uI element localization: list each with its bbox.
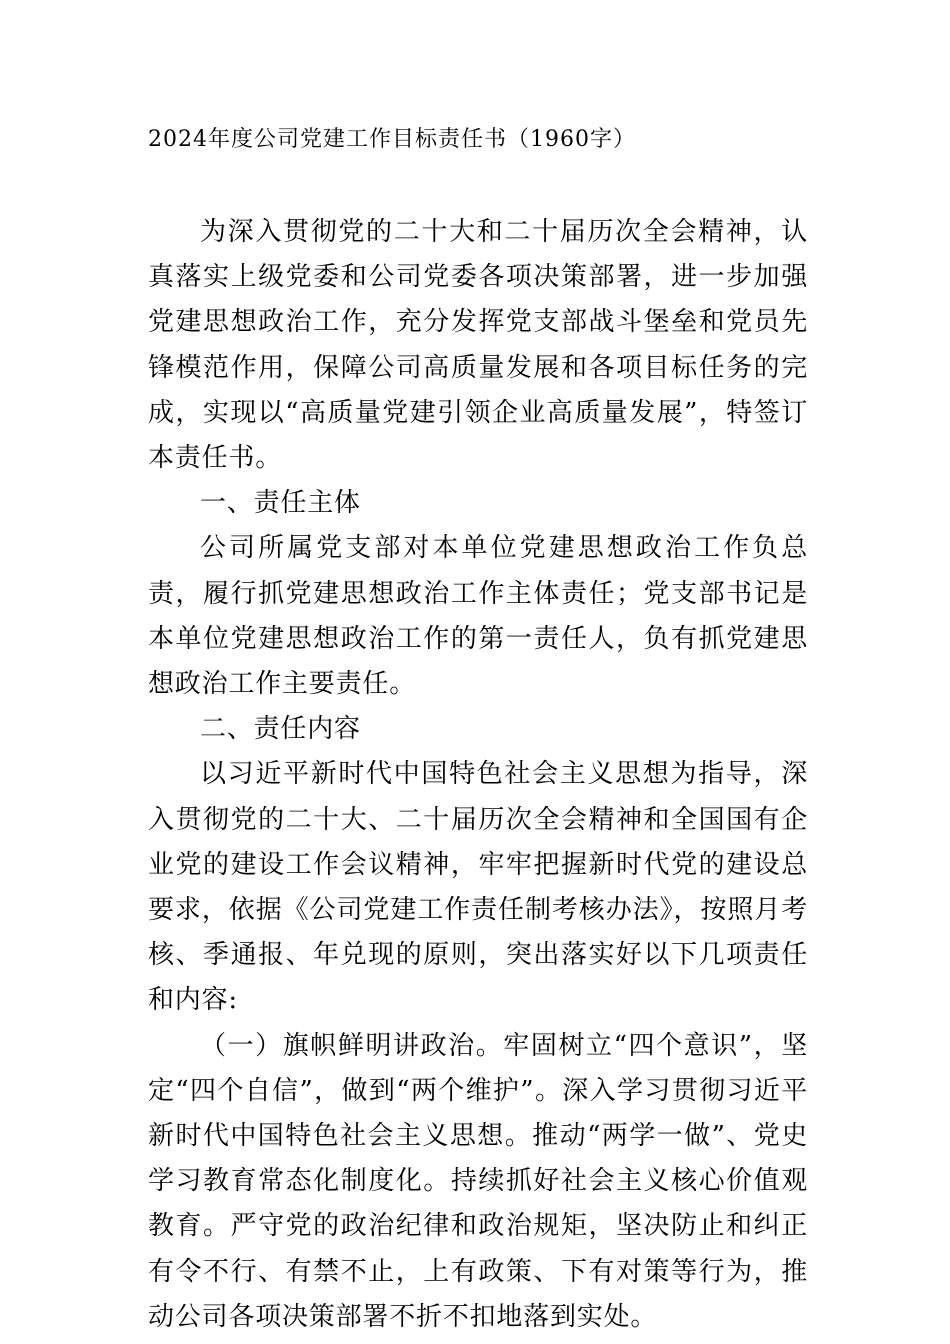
- intro-paragraph: 为深入贯彻党的二十大和二十届历次全会精神，认真落实上级党委和公司党委各项决策部署，进一步加强党建思想政治工作，充分发挥党支部战斗堡垒和党员先锋模范作用，保障公司高质量发展和各项目标任务的完成，实现以“高质量党建引领企业高质量发展”，特签订本责任书。: [148, 217, 808, 474]
- item-paragraph-politics: （一）旗帜鲜明讲政治。牢固树立“四个意识”，坚定“四个自信”，做到“两个维护”。深入学习贯彻习近平新时代中国特色社会主义思想。推动“两学一做”、党史学习教育常态化制度化。持续抓好社会主义核心价值观教育。严守党的政治纪律和政治规矩，坚决防止和纠正有令不行、有禁不止，上有政策、下有对策等行为，推动公司各项决策部署不折不扣地落到实处。: [148, 1030, 808, 1332]
- section-heading-responsibility-subject: 一、责任主体: [200, 488, 361, 519]
- section-paragraph-responsibility-subject: 公司所属党支部对本单位党建思想政治工作负总责，履行抓党建思想政治工作主体责任；党支部书记是本单位党建思想政治工作的第一责任人，负有抓党建思想政治工作主要责任。: [148, 533, 808, 700]
- section-paragraph-responsibility-content: 以习近平新时代中国特色社会主义思想为指导，深入贯彻党的二十大、二十届历次全会精神和全国国有企业党的建设工作会议精神，牢牢把握新时代党的建设总要求，依据《公司党建工作责任制考核办法》，按照月考核、季通报、年兑现的原则，突出落实好以下几项责任和内容:: [148, 759, 808, 1016]
- section-heading-responsibility-content: 二、责任内容: [200, 714, 361, 745]
- document-page: [148, 118, 808, 1340]
- document-title: 2024年度公司党建工作目标责任书（1960字）: [148, 127, 636, 152]
- document-body: [148, 210, 808, 1340]
